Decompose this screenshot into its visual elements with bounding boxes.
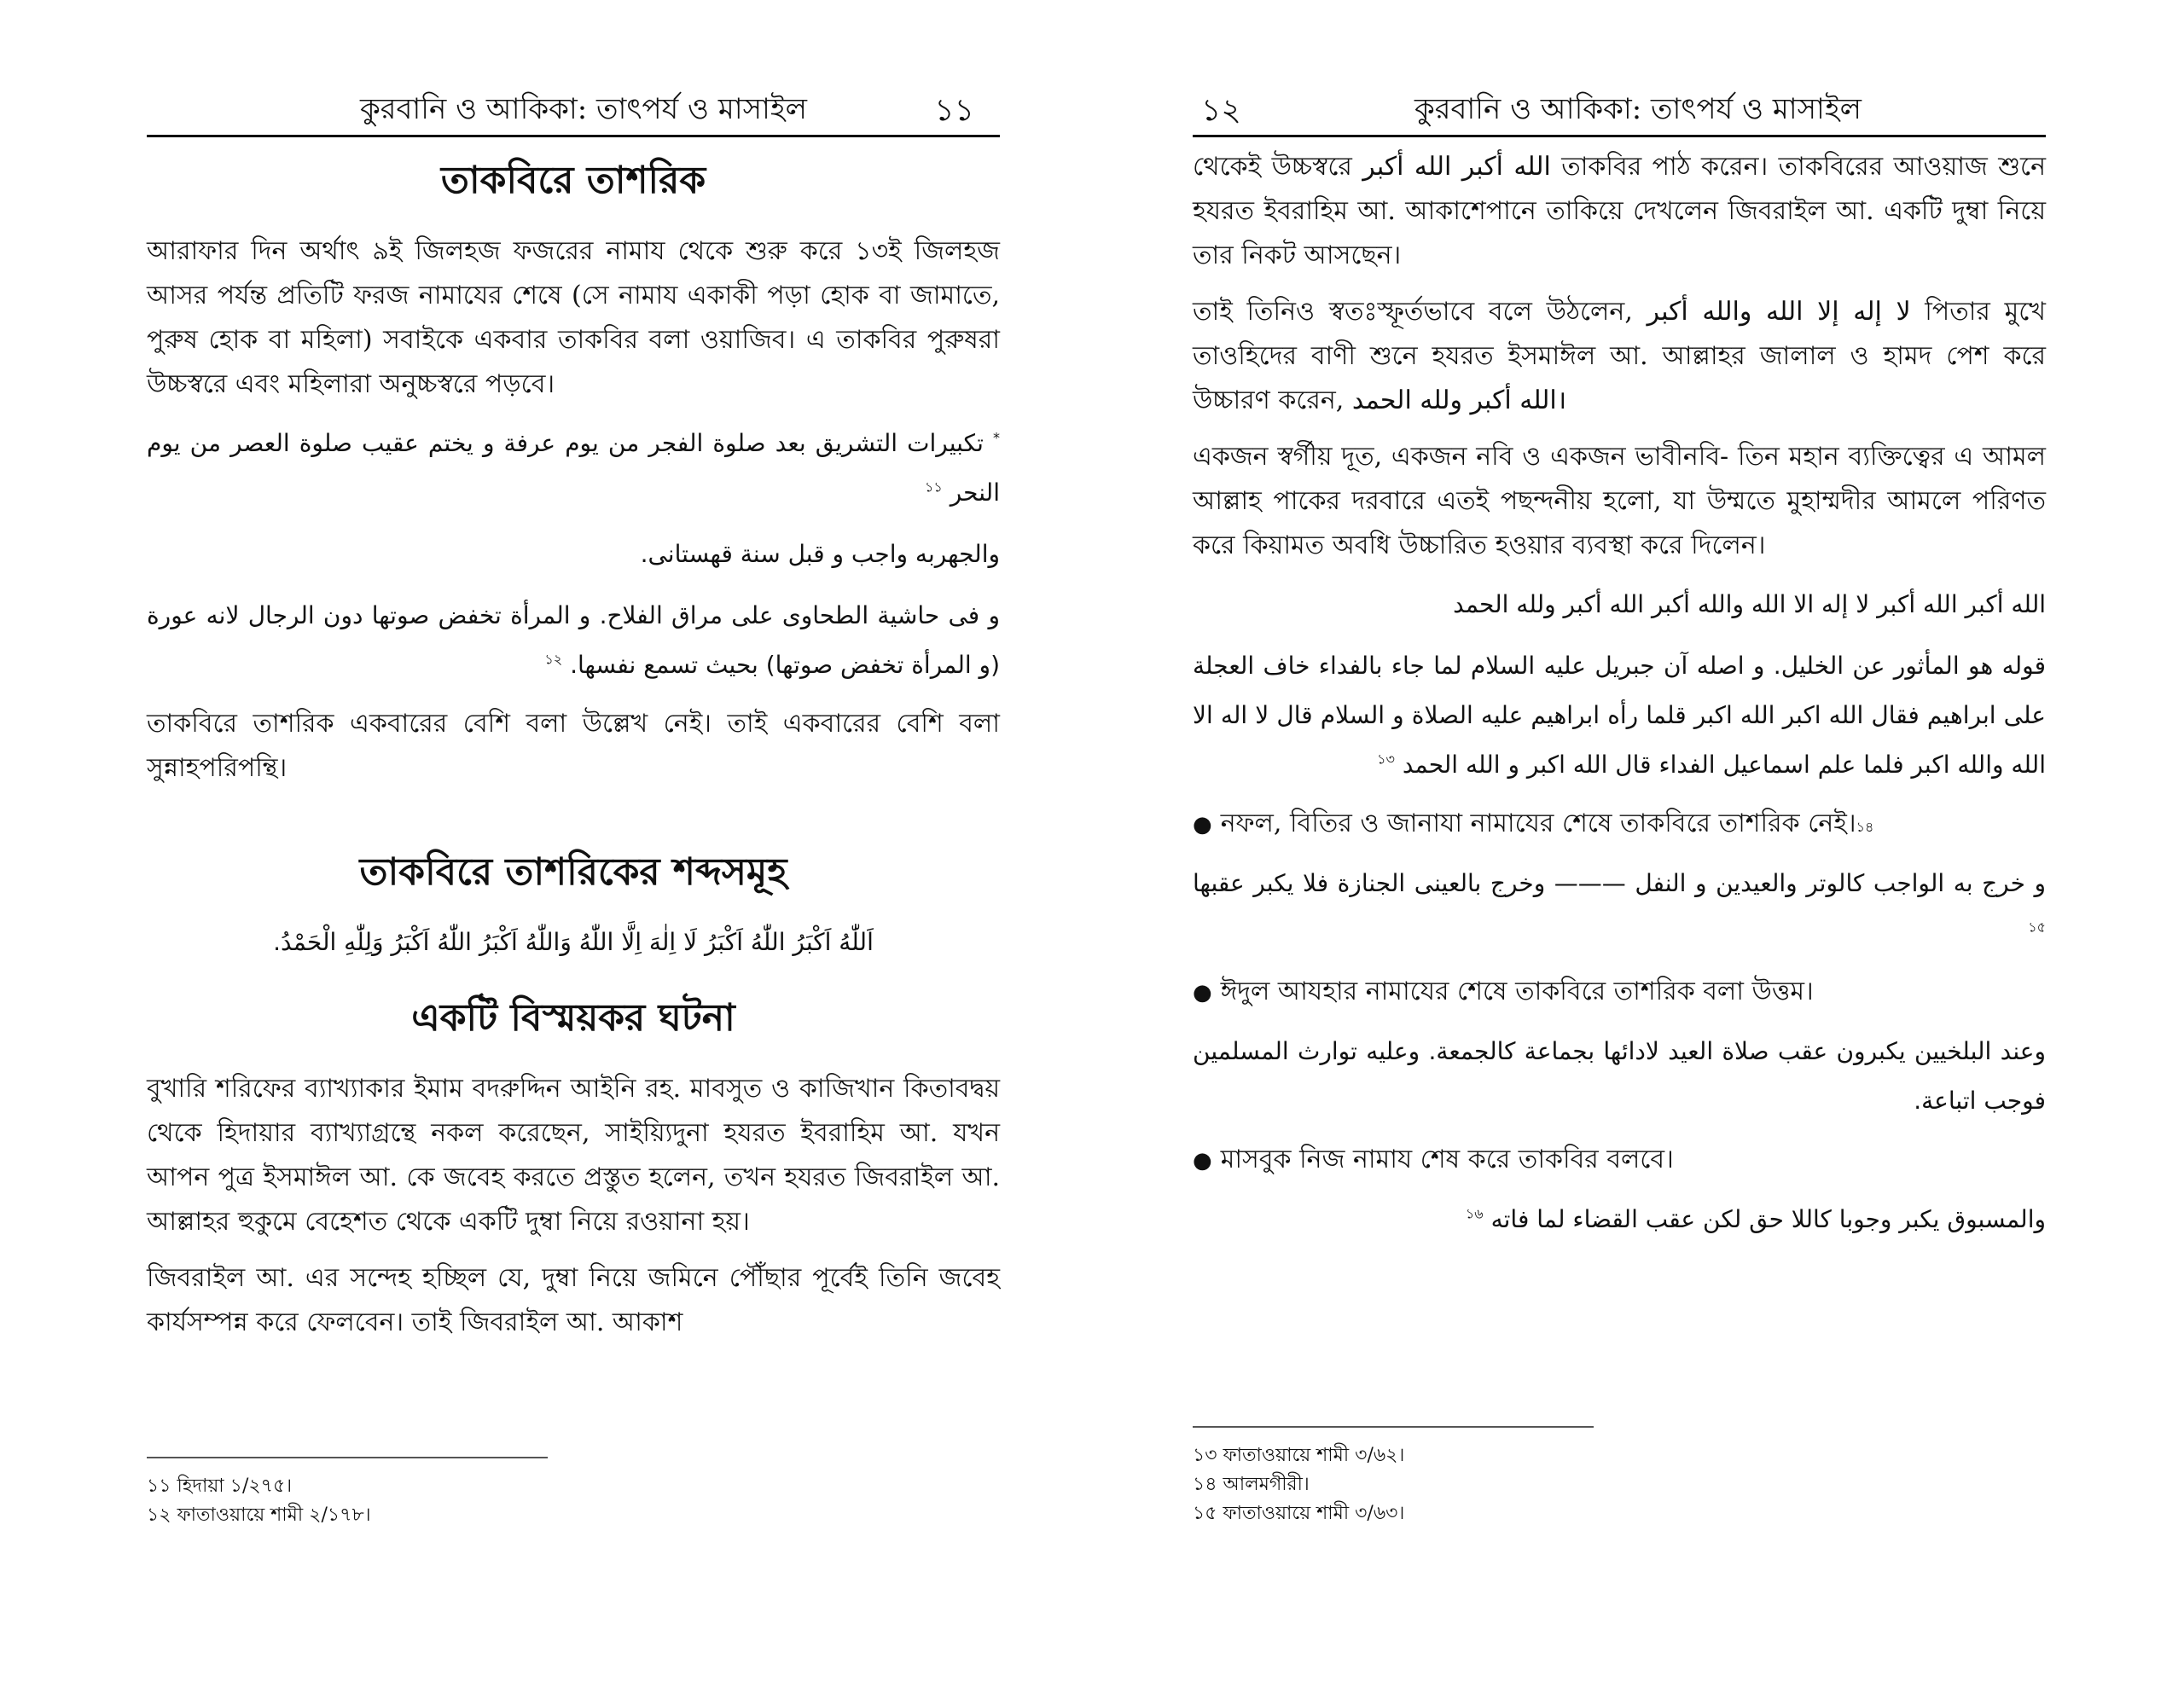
footnote: ১২ ফাতাওয়ায়ে শামী ২/১৭৮। xyxy=(147,1504,371,1526)
bullet-item: ● মাসবুক নিজ নামায শেষ করে তাকবির বলবে। xyxy=(1193,1138,2046,1183)
paragraph: তাকবিরে তাশরিক একবারের বেশি বলা উল্লেখ নেই। তাই একবারের বেশি বলা সুন্নাহপরিপন্থি। xyxy=(147,709,1000,783)
footnote: ১৪ আলমগীরী। xyxy=(1193,1474,1310,1495)
footnote: ১৫ ফাতাওয়ায়ে শামী ৩/৬৩। xyxy=(1193,1503,1405,1524)
paragraph: একজন স্বর্গীয় দূত, একজন নবি ও একজন ভাবীনবি- তিন মহান ব্যক্তিত্বের এ আমল আল্লাহ পাকের দরবারে এতই পছন্দনীয় হলো, যা উম্মতে মুহাম্মদীর আমলে পরিণত করে কিয়ামত অবধি উচ্চারিত হওয়ার ব্যবস্থা করে দিলেন। xyxy=(1193,442,2046,560)
footnote-ref: ১১ xyxy=(925,478,943,496)
footnote-ref: ১৩ xyxy=(1377,751,1395,768)
left-page xyxy=(147,0,1000,1687)
footnote-divider xyxy=(1193,1426,1594,1428)
takbir-arabic-text: اَللّٰهُ اَكْبَرُ اللّٰهُ اَكْبَرُ لَا اِلٰهَ اِلَّا اللّٰهُ وَاللّٰهُ اَكْبَرُ اللّٰهُ اَكْبَرُ وَلِلّٰهِ الْحَمْدُ. xyxy=(273,928,874,956)
bullet-icon: ● xyxy=(1193,812,1212,838)
left-page-body xyxy=(147,145,1000,1357)
bullet-icon: ● xyxy=(1193,1148,1212,1174)
bullet-icon: ● xyxy=(1193,980,1212,1006)
arabic-quote: * تكبيرات التشريق بعد صلوة الفجر من يوم عرفة و يختم عقيب صلوة العصر من يوم النحر $^{১১}$ xyxy=(147,429,1000,507)
right-page xyxy=(1193,0,2046,1687)
arabic-quote: و خرج به الواجب كالوتر والعيدين و النفل ——— وخرج بالعينى الجنازة فلا يكبر عقبها $^{১৫}$ xyxy=(1193,869,2046,936)
left-footnotes xyxy=(147,1457,1000,1530)
footnote: ১৩ ফাতাওয়ায়ে শামী ৩/৬২। xyxy=(1193,1445,1405,1466)
paragraph: তাই তিনিও স্বতঃস্ফূর্তভাবে বলে উঠলেন, لا إله إلا الله والله أكبر পিতার মুখে তাওহিদের বাণী শুনে হযরত ইসমাঈল আ. আল্লাহর জালাল ও হামদ পেশ করে উচ্চারণ করেন, الله أكبر ولله الحمد। xyxy=(1193,297,2046,415)
paragraph: আরাফার দিন অর্থাৎ ৯ই জিলহজ ফজরের নামায থেকে শুরু করে ১৩ই জিলহজ আসর পর্যন্ত প্রতিটি ফরজ নামাযের শেষে (সে নামায একাকী পড়া হোক বা জামাতে, পুরুষ হোক বা মহিলা) সবাইকে একবার তাকবির বলা ওয়াজিব। এ তাকবির পুরুষরা উচ্চস্বরে এবং মহিলারা অনুচ্চস্বরে পড়বে। xyxy=(147,236,1000,399)
arabic-quote: والمسبوق يكبر وجوبا كاللا حق لكن عقب القضاء لما فاته $^{১৬}$ xyxy=(1465,1205,2046,1233)
right-page-body xyxy=(1193,145,2046,1256)
star-mark: * xyxy=(992,429,1000,446)
page-number: ১১ xyxy=(934,93,974,128)
section-heading-incident: একটি বিস্ময়কর ঘটনা xyxy=(411,996,735,1040)
bullet-item: ● নফল, বিতির ও জানাযা নামাযের শেষে তাকবিরে তাশরিক নেই। ১৪ xyxy=(1193,802,2046,847)
arabic-quote: و فى حاشية الطحاوى على مراق الفلاح. و المرأة تخفض صوتها دون الرجال لانه عورة (و المرأة تخفض صوتها) بحيث تسمع نفسها. $^{১২}$ xyxy=(147,601,1000,679)
footnote: ১১ হিদায়া ১/২৭৫। xyxy=(147,1475,293,1497)
footnote-divider xyxy=(147,1457,548,1458)
arabic-quote: الله أكبر الله أكبر لا إله الا الله والله أكبر الله أكبر ولله الحمد xyxy=(1453,590,2046,618)
paragraph: বুখারি শরিফের ব্যাখ্যাকার ইমাম বদরুদ্দিন আইনি রহ. মাবসুত ও কাজিখান কিতাবদ্বয় থেকে হিদায়ার ব্যাখ্যাগ্রন্থে নকল করেছেন, সাইয়্যিদুনা হযরত ইবরাহিম আ. যখন আপন পুত্র ইসমাঈল আ. কে জবেহ করতে প্রস্তুত হলেন, তখন হযরত জিবরাইল আ. আল্লাহর হুকুমে বেহেশত থেকে একটি দুম্বা নিয়ে রওয়ানা হয়। xyxy=(147,1074,1000,1237)
arabic-quote: قوله هو المأثور عن الخليل. و اصله آن جبريل عليه السلام لما جاء بالفداء خاف العجلة على ابراهيم فقال الله اكبر الله اكبر قلما رأه ابراهيم عليه الصلاة و السلام قال لا اله الا الله والله اكبر فلما علم اسماعيل الفداء قال الله اكبر و الله الحمد $^{১৩}$ xyxy=(1193,652,2046,779)
bullet-item: ● ঈদুল আযহার নামাযের শেষে তাকবিরে তাশরিক বলা উত্তম। xyxy=(1193,970,2046,1015)
book-title: কুরবানি ও আকিকা: তাৎপর্য ও মাসাইল xyxy=(360,92,807,126)
left-page-header xyxy=(147,84,1000,137)
arabic-quote: وعند البلخيين يكبرون عقب صلاة العيد لادائها بجماعة كالجمعة. وعليه توارث المسلمين فوجب اتباعة. xyxy=(1193,1037,2046,1115)
arabic-quote: والجهربه واجب و قبل سنة قهستانى. xyxy=(640,540,1000,568)
page-number: ১২ xyxy=(1201,93,1241,128)
right-footnotes xyxy=(1193,1426,2046,1528)
footnote-ref: ১৬ xyxy=(1465,1205,1484,1222)
section-heading-takbire-tashrik: তাকবিরে তাশরিক xyxy=(440,159,706,202)
paragraph: থেকেই উচ্চস্বরে الله أكبر الله أكبر তাকবির পাঠ করেন। তাকবিরের আওয়াজ শুনে হযরত ইবরাহিম আ. আকাশেপানে তাকিয়ে দেখলেন জিবরাইল আ. একটি দুম্বা নিয়ে তার নিকট আসছেন। xyxy=(1193,152,2046,270)
paragraph: জিবরাইল আ. এর সন্দেহ হচ্ছিল যে, দুম্বা নিয়ে জমিনে পৌঁছার পূর্বেই তিনি জবেহ কার্যসম্পন্ন করে ফেলবেন। তাই জিবরাইল আ. আকাশ xyxy=(147,1263,1000,1337)
book-title: কুরবানি ও আকিকা: তাৎপর্য ও মাসাইল xyxy=(1414,92,1862,126)
footnote-ref: ১৫ xyxy=(2028,919,2046,936)
section-heading-words: তাকবিরে তাশরিকের শব্দসমূহ xyxy=(359,850,787,894)
footnote-ref: ১২ xyxy=(544,651,563,668)
right-page-header xyxy=(1193,84,2046,137)
